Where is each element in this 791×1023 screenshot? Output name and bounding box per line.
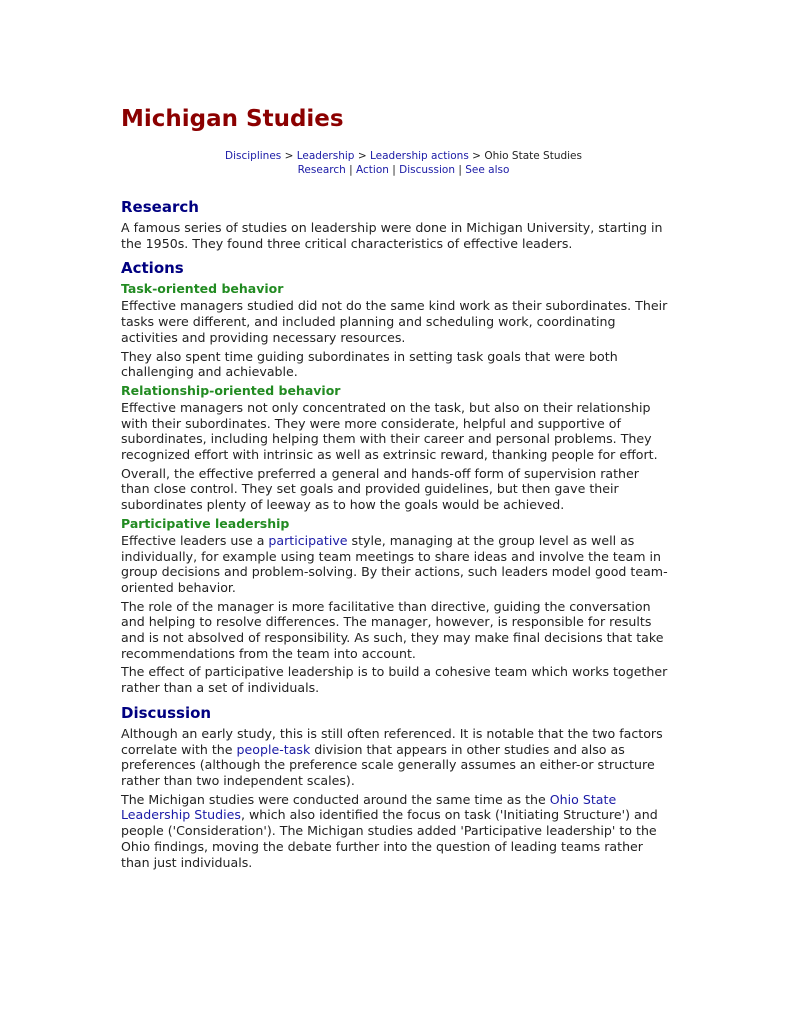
anchor-link-discussion[interactable]: Discussion	[399, 164, 455, 176]
subheading-task-oriented: Task-oriented behavior	[121, 281, 284, 297]
page-title: Michigan Studies	[121, 106, 344, 132]
research-paragraph: A famous series of studies on leadership were done in Michigan University, starting in the 1950s. They found three critical characteristics of effective leaders.	[121, 220, 663, 251]
participative-paragraph-2: The role of the manager is more facilitative than directive, guiding the conversation and helping to resolve differences. The manager, however, is responsible for results and is not absolved of responsibility. As such, they may make final decisions that take recommendations from the team into account.	[121, 598, 664, 661]
task-paragraph-1: Effective managers studied did not do the same kind work as their subordinates. Their tasks were different, and included planning and scheduling work, coordinating activities and providing necessary resources.	[121, 298, 668, 345]
participative-paragraph-1: Effective leaders use a participative style, managing at the group level as well as individually, for example using team meetings to share ideas and involve the team in group decisions and problem-solving. By their actions, such leaders model good team-oriented behavior.	[121, 532, 668, 595]
link-ohio-state-leadership-studies[interactable]: Ohio State Leadership Studies	[121, 791, 617, 823]
breadcrumb-separator: >	[284, 150, 294, 162]
breadcrumb-separator: >	[472, 150, 481, 162]
anchor-separator: |	[349, 164, 353, 176]
article-body	[121, 197, 671, 873]
task-paragraph-2: They also spent time guiding subordinates in setting task goals that were both challenging and achievable.	[121, 348, 618, 380]
section-heading-actions: Actions	[121, 259, 184, 278]
breadcrumb-link-leadership[interactable]: Leadership	[296, 150, 355, 162]
breadcrumb-current: Ohio State Studies	[484, 150, 582, 162]
relationship-paragraph-1: Effective managers not only concentrated on the task, but also on their relationship with their subordinates. They were more considerate, helpful and supportive of subordinates, including helping them with their career and personal problems. They recognized effort with intrinsic as well as extrinsic reward, thanking people for effort.	[121, 399, 658, 463]
breadcrumb-link-disciplines[interactable]: Disciplines	[225, 150, 282, 162]
breadcrumb	[121, 149, 686, 177]
link-participative[interactable]: participative	[268, 532, 348, 548]
relationship-paragraph-2: Overall, the effective preferred a general and hands-off form of supervision rather than close control. They set goals and provided guidelines, but then gave their subordinates plenty of leeway as to how the goals would be achieved.	[121, 465, 639, 513]
discussion-paragraph-2: The Michigan studies were conducted around the same time as the Ohio State Leadership Studies, which also identified the focus on task ('Initiating Structure') and people ('Consideration'). The Michigan studies added 'Participative leadership' to the Ohio findings, moving the debate further into the question of leading teams rather than just individuals.	[121, 791, 658, 870]
breadcrumb-trail	[121, 149, 686, 163]
breadcrumb-separator: >	[357, 150, 367, 162]
discussion-paragraph-1: Although an early study, this is still often referenced. It is notable that the two factors correlate with the people-task division that appears in other studies and also as preferences (although the preference scale generally assumes an either-or structure rather than two independent scales).	[121, 725, 663, 788]
participative-paragraph-3: The effect of participative leadership is to build a cohesive team which works together rather than a set of individuals.	[121, 664, 668, 696]
anchor-link-see-also[interactable]: See also	[465, 164, 510, 176]
section-heading-discussion: Discussion	[121, 703, 212, 722]
anchor-link-research[interactable]: Research	[297, 164, 346, 176]
anchor-nav	[121, 163, 686, 177]
subheading-relationship-oriented: Relationship-oriented behavior	[121, 382, 341, 398]
link-people-task[interactable]: people-task	[236, 741, 311, 757]
subheading-participative: Participative leadership	[121, 515, 290, 531]
section-heading-research: Research	[121, 198, 199, 216]
anchor-link-action[interactable]: Action	[356, 164, 389, 176]
anchor-separator: |	[392, 164, 396, 176]
anchor-separator: |	[458, 164, 462, 176]
breadcrumb-link-leadership-actions[interactable]: Leadership actions	[369, 150, 469, 162]
